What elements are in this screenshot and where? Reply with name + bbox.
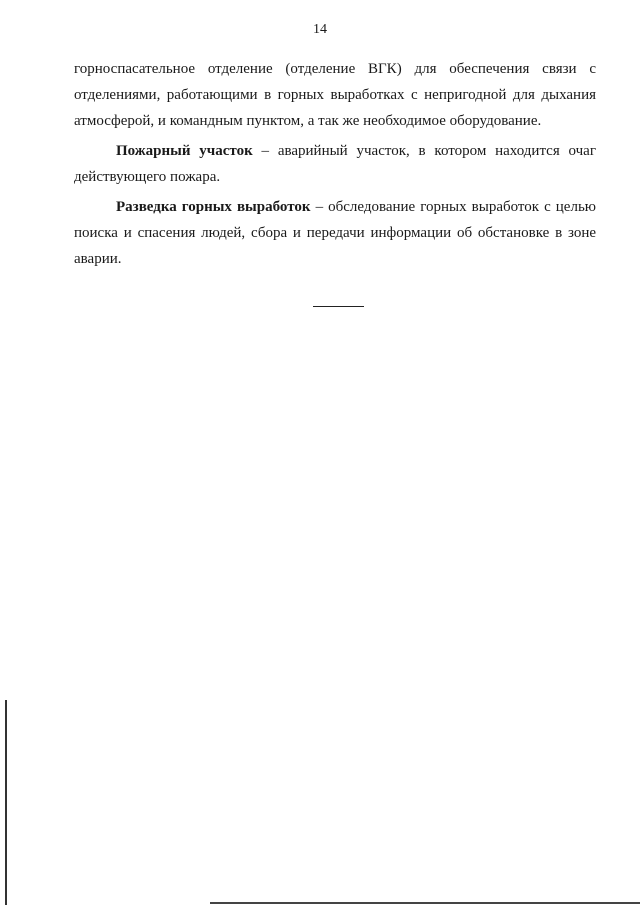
paragraph-definition-mine-reconnaissance — [74, 194, 596, 272]
paragraph-text: горноспасательное отделение (отделение ВГК) для обеспечения связи с отделениями, работающими в горных выработках с непригодной для дыхания атмосферой, и командным пунктом, а так же необходимое оборудование. — [74, 61, 596, 129]
definition-text: – аварийный участок, в котором находится очаг действующего пожара. — [74, 143, 596, 185]
end-separator-line — [313, 306, 364, 307]
scan-edge-bottom — [210, 902, 640, 904]
definition-text: – обследование горных выработок с целью поиска и спасения людей, сбора и передачи информации об обстановке в зоне аварии. — [74, 199, 596, 267]
defined-term: Разведка горных выработок — [116, 199, 311, 215]
paragraph-definition-fire-section — [74, 138, 596, 190]
scan-edge-left — [5, 700, 7, 905]
page-number: 14 — [313, 22, 327, 37]
defined-term: Пожарный участок — [116, 143, 253, 159]
document-body — [74, 56, 596, 276]
paragraph-continuation — [74, 56, 596, 134]
